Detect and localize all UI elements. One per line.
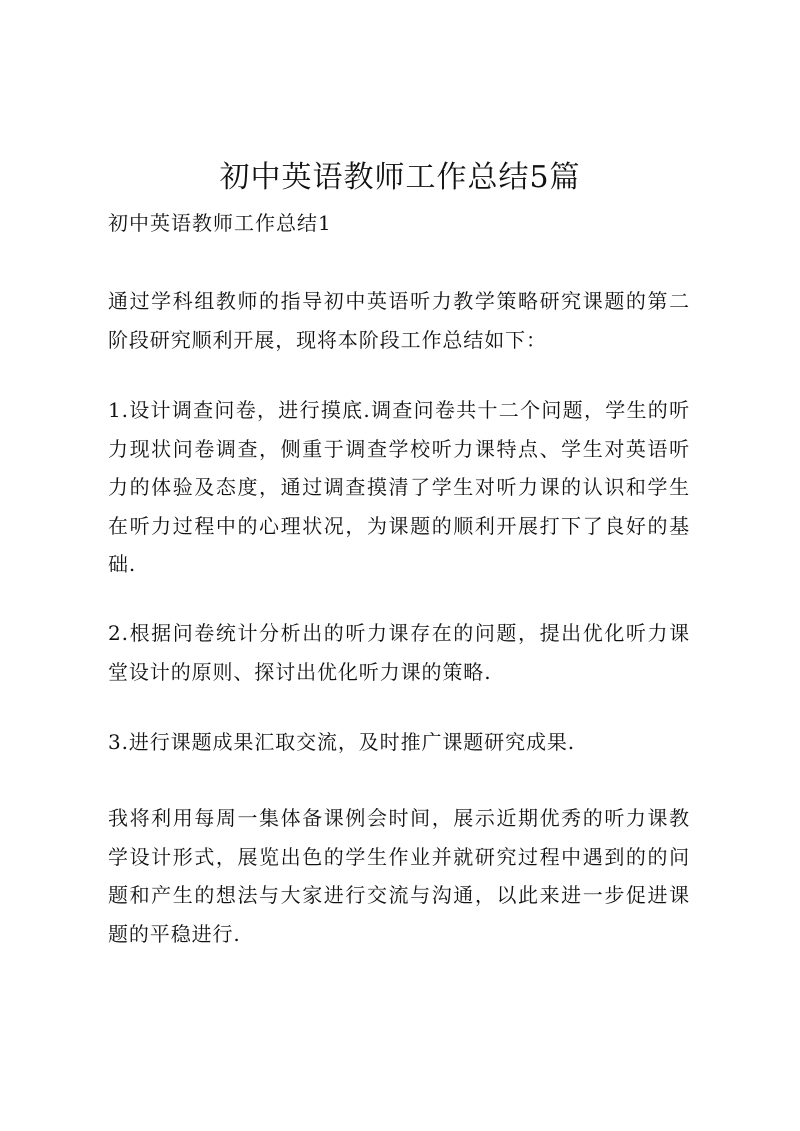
document-title: 初中英语教师工作总结5篇 [219, 160, 581, 195]
paragraph-item-2: 2.根据问卷统计分析出的听力课存在的问题，提出优化听力课堂设计的原则、探讨出优化听力课的策略. [108, 621, 690, 684]
paragraph-closing: 我将利用每周一集体备课例会时间，展示近期优秀的听力课教学设计形式，展览出色的学生作业并就研究过程中遇到的的问题和产生的想法与大家进行交流与沟通，以此来进一步促进课题的平稳进行. [108, 806, 690, 946]
paragraph-item-3: 3.进行课题成果汇取交流，及时推广课题研究成果. [108, 730, 576, 754]
paragraph-item-1: 1.设计调查问卷，进行摸底.调查问卷共十二个问题，学生的听力现状问卷调查，侧重于调查学校听力课特点、学生对英语听力的体验及态度，通过调查摸清了学生对听力课的认识和学生在听力过程中的心理状况，为课题的顺利开展打下了良好的基础. [108, 398, 690, 576]
paragraph-intro: 通过学科组教师的指导初中英语听力教学策略研究课题的第二阶段研究顺利开展，现将本阶段工作总结如下： [108, 289, 690, 352]
section-heading: 初中英语教师工作总结1 [108, 211, 332, 235]
